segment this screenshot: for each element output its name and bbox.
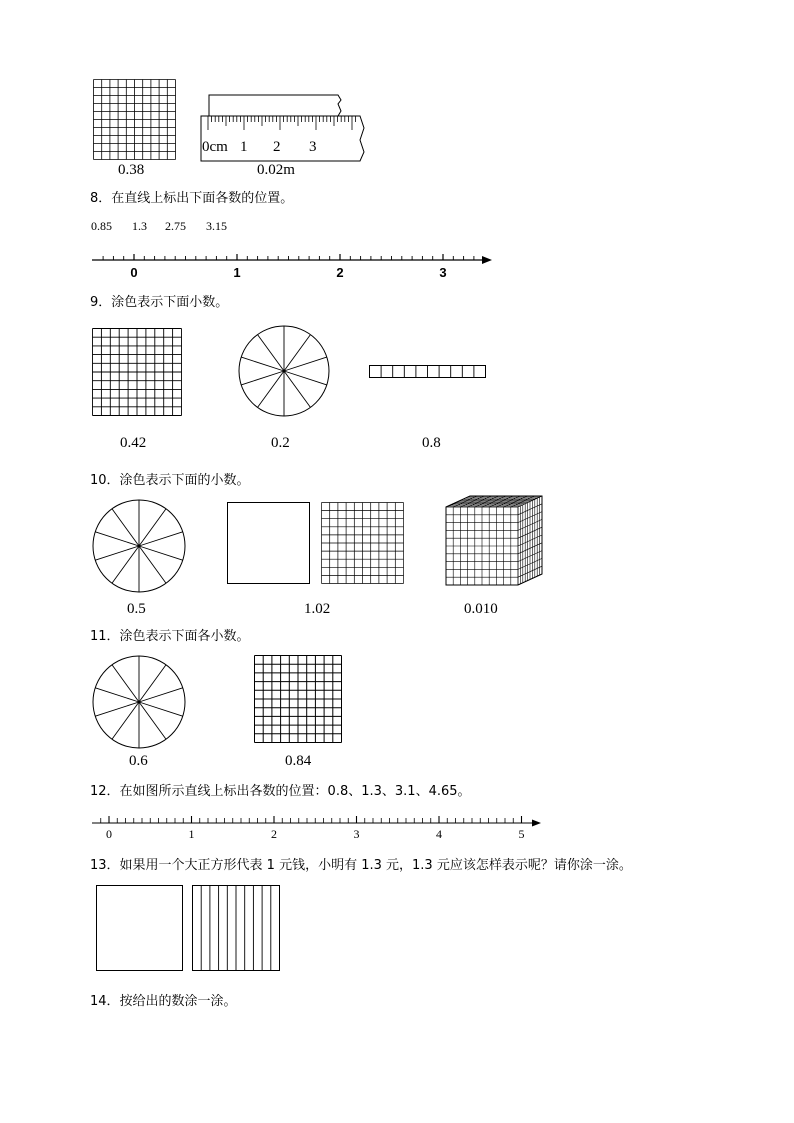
q8-axis-label-3: 3 [439, 265, 447, 280]
question-12-prompt: 12．在如图所示直线上标出各数的位置：0.8、1.3、3.1、4.65。 [90, 784, 471, 799]
hundred-grid-0-84 [254, 655, 342, 743]
q8-axis-label-0: 0 [130, 265, 138, 280]
q9-label-0: 0.42 [120, 435, 147, 451]
ruler-mark-0: 0cm [202, 139, 228, 155]
q12-axis-label-2: 2 [271, 827, 277, 841]
q11-label-1: 0.84 [285, 753, 312, 769]
grid-label: 0.38 [118, 162, 145, 178]
q8-number-1: 1.3 [132, 219, 147, 233]
q11-label-0: 0.6 [129, 753, 148, 769]
q9-label-1: 0.2 [271, 435, 290, 451]
number-line-q8 [90, 246, 500, 286]
question-10-prompt: 10．涂色表示下面的小数。 [90, 473, 250, 488]
q8-axis-label-1: 1 [233, 265, 241, 280]
ruler-label: 0.02m [257, 162, 295, 178]
thousand-cube-0-010 [445, 495, 545, 587]
tenths-strips-square [192, 885, 280, 971]
q12-axis-label-3: 3 [353, 827, 360, 841]
question-13-prompt: 13．如果用一个大正方形代表 1 元钱，小明有 1.3 元，1.3 元应该怎样表示呢？请你涂一涂。 [90, 858, 632, 873]
q10-label-0: 0.5 [127, 601, 146, 617]
circle-tenths-0-5 [92, 499, 186, 593]
yuan-square [96, 885, 183, 971]
q8-number-2: 2.75 [165, 219, 186, 233]
ruler-mark-2: 2 [273, 139, 281, 155]
question-14-prompt: 14．按给出的数涂一涂。 [90, 994, 237, 1009]
ruler-mark-1: 1 [240, 139, 248, 155]
q9-label-2: 0.8 [422, 435, 441, 451]
question-9-prompt: 9．涂色表示下面小数。 [90, 295, 229, 310]
whole-square [227, 502, 310, 584]
ruler-mark-3: 3 [309, 139, 317, 155]
q10-label-1: 1.02 [304, 601, 331, 617]
question-8-prompt: 8．在直线上标出下面各数的位置。 [90, 191, 294, 206]
q12-axis-label-1: 1 [188, 827, 195, 841]
circle-tenths-0-2 [238, 325, 330, 417]
hundred-grid-0-42 [92, 328, 182, 416]
q12-axis-label-4: 4 [436, 827, 442, 841]
q10-label-2: 0.010 [464, 601, 498, 617]
q8-axis-label-2: 2 [336, 265, 344, 280]
q12-axis-label-5: 5 [518, 827, 525, 841]
hundred-grid-1-02 [321, 502, 404, 584]
tenths-strip-0-8 [369, 365, 487, 379]
q8-number-3: 3.15 [206, 219, 227, 233]
q8-number-0: 0.85 [91, 219, 112, 233]
question-11-prompt: 11．涂色表示下面各小数。 [90, 629, 250, 644]
hundred-grid-0-38 [93, 79, 176, 160]
q12-axis-label-0: 0 [106, 827, 112, 841]
circle-tenths-0-6 [92, 655, 186, 749]
number-line-q12 [90, 814, 545, 844]
